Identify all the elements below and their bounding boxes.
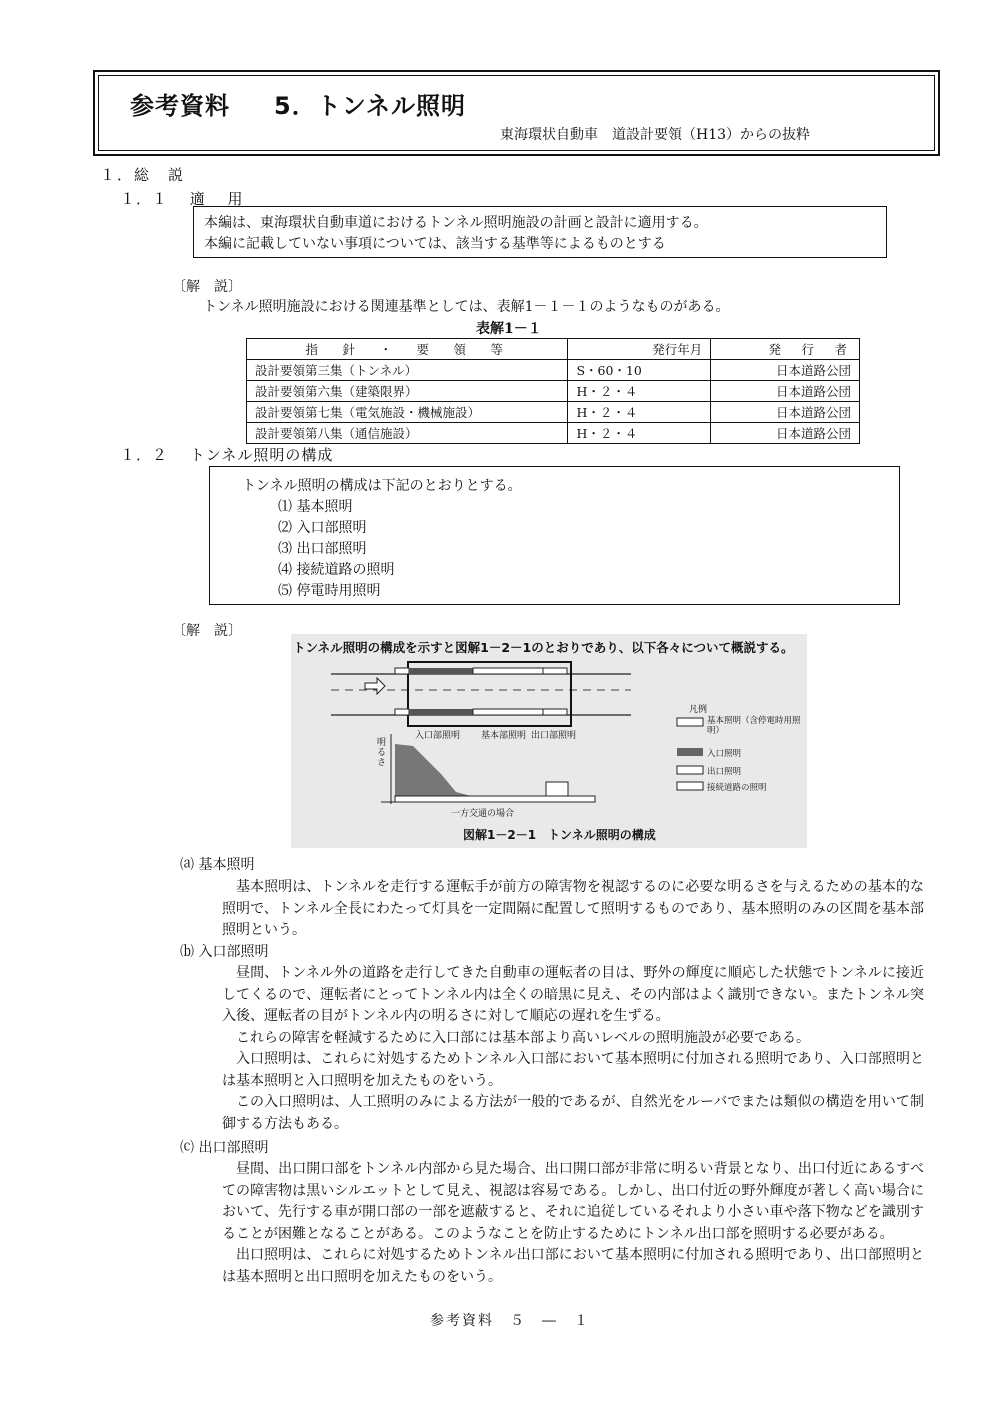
table-cell: H・２・４ (568, 402, 711, 423)
table-header-cell: 指 針 ・ 要 領 等 (247, 339, 568, 360)
figure-caption: 図解1－2－1 トンネル照明の構成 (463, 828, 656, 842)
item-b-body (222, 963, 924, 1135)
item-a-label: ⒜ 基本照明 (180, 857, 255, 873)
table-row (247, 381, 860, 402)
composition-item: ⑷ 接続道路の照明 (278, 562, 395, 578)
section-heading-1: １．総 説 (100, 166, 186, 184)
table-cell: 設計要領第七集（電気施設・機械施設） (247, 402, 568, 423)
item-b-text-3: 入口照明は、これらに対処するためトンネル入口部において基本照明に付加される照明であり、入口部照明とは基本照明と入口照明を加えたものをいう。 (222, 1051, 924, 1089)
table-row (247, 402, 860, 423)
item-b-text-2: これらの障害を軽減するために入口部には基本部より高いレベルの照明施設が必要である。 (236, 1029, 810, 1046)
table-cell: 設計要領第三集（トンネル） (247, 360, 568, 381)
table-row (247, 423, 860, 444)
item-c-text-2: 出口照明は、これらに対処するためトンネル出口部において基本照明に付加される照明であり、出口部照明とは基本照明と出口照明を加えたものをいう。 (222, 1247, 924, 1285)
table-cell: H・２・４ (568, 423, 711, 444)
composition-item: ⑸ 停電時用照明 (278, 583, 381, 599)
page-title (130, 86, 466, 121)
legend-item: 出口照明 (707, 767, 742, 777)
page-footer: 参考資料 ５ ― １ (430, 1313, 590, 1329)
table-cell: 設計要領第八集（通信施設） (247, 423, 568, 444)
composition-box (209, 466, 900, 605)
application-box (193, 206, 887, 258)
figure-top-text: トンネル照明の構成を示すと図解1－2－1のとおりであり、以下各々について概説する。 (293, 640, 794, 655)
figure-tunnel-lighting (291, 634, 807, 848)
table-cell: H・２・４ (568, 381, 711, 402)
commentary-label-1: 〔解 説〕 (172, 279, 242, 295)
commentary-label-2: 〔解 説〕 (172, 623, 242, 639)
item-c-label: ⒞ 出口部照明 (180, 1140, 269, 1156)
item-a-body (222, 877, 924, 942)
table-row (247, 360, 860, 381)
legend-item: 入口照明 (707, 749, 742, 759)
item-b-label: ⒝ 入口部照明 (180, 944, 269, 960)
oneway-label: 一方交通の場合 (451, 809, 515, 819)
item-b-text-1: 昼間、トンネル外の道路を走行してきた自動車の運転者の目は、野外の輝度に順応した状態でトンネルに接近してくるので、運転者にとってトンネル内は全くの暗黒に見え、その内部はよく識別できない。またトンネル突入後、運転者の目がトンネル内の明るさに対して順応の遅れを生ずる。 (222, 965, 924, 1024)
composition-item: ⑴ 基本照明 (278, 499, 353, 515)
table-caption: 表解1－１ (476, 321, 542, 337)
title-number: 5．トンネル照明 (274, 92, 466, 120)
table-cell: S・60・10 (568, 360, 711, 381)
composition-item: ⑵ 入口部照明 (278, 520, 367, 536)
item-c-body (222, 1159, 924, 1288)
legend-title: 凡例 (689, 705, 708, 715)
table-header-row (247, 339, 860, 360)
figure-diagram (291, 634, 807, 848)
item-c-text-1: 昼間、出口開口部をトンネル内部から見た場合、出口開口部が非常に明るい背景となり、出口付近にあるすべての障害物は黒いシルエットとして見え、視認は容易である。しかし、出口付近の野外輝度が著しく高い場合において、先行する車が開口部の一部を遮蔽すると、それに追従しているそれより小さい車や落下物などを識別することが困難となることがある。このようなことを防止するためにトンネル出口部を照明する必要がある。 (222, 1161, 924, 1242)
table-cell: 日本道路公団 (711, 423, 860, 444)
title-label: 参考資料 (130, 92, 230, 120)
section-heading-1-1: １．１ 適 用 (120, 190, 244, 208)
zone-label: 入口部照明 (415, 731, 461, 741)
zone-label: 出口部照明 (531, 731, 577, 741)
composition-intro: トンネル照明の構成は下記のとおりとする。 (242, 478, 522, 494)
item-b-text-4: この入口照明は、人工照明のみによる方法が一般的であるが、自然光をルーバでまたは類似の構造を用いて制御する方法もある。 (222, 1094, 924, 1132)
application-line-1: 本編は、東海環状自動車道におけるトンネル照明施設の計画と設計に適用する。 (204, 215, 708, 231)
legend-item: 基本照明（含停電時用照明） (707, 716, 801, 736)
page-subtitle: 東海環状自動車 道設計要領（H13）からの抜粋 (500, 127, 811, 143)
section-heading-1-2: １．２ トンネル照明の構成 (120, 446, 334, 464)
table-header-cell: 発行年月 (568, 339, 711, 360)
zone-label: 基本部照明 (481, 731, 527, 741)
axis-label: 明るさ (377, 738, 387, 768)
reference-table (246, 338, 860, 444)
table-header-cell: 発 行 者 (711, 339, 860, 360)
item-a-text: 基本照明は、トンネルを走行する運転手が前方の障害物を視認するのに必要な明るさを与えるための基本的な照明で、トンネル全長にわたって灯具を一定間隔に配置して照明するものであり、基本照明のみの区間を基本部照明という。 (222, 879, 924, 938)
table-cell: 日本道路公団 (711, 360, 860, 381)
table-cell: 日本道路公団 (711, 381, 860, 402)
application-line-2: 本編に記載していない事項については、該当する基準等によるものとする (204, 236, 666, 252)
composition-item: ⑶ 出口部照明 (278, 541, 367, 557)
table-cell: 設計要領第六集（建築限界） (247, 381, 568, 402)
legend-item: 接続道路の照明 (707, 783, 767, 793)
table-cell: 日本道路公団 (711, 402, 860, 423)
intro-text: トンネル照明施設における関連基準としては、表解1－１－１のようなものがある。 (203, 299, 730, 315)
